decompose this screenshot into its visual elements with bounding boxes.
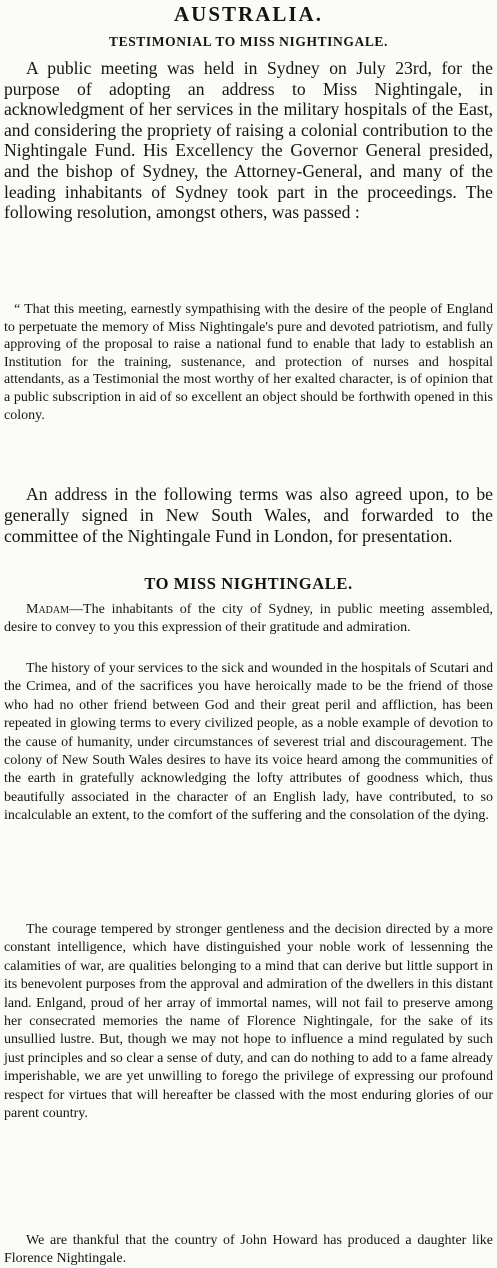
article-subheading: TESTIMONIAL TO MISS NIGHTINGALE. <box>108 34 389 49</box>
address-intro-paragraph: An address in the following terms was also agreed upon, to be generally signed in New South Wales, and forwarded to the committee of the Nightingale Fund in London, for presentation. <box>4 484 493 547</box>
intro-paragraph: A public meeting was held in Sydney on July 23rd, for the purpose of adopting an address to Miss Nightingale, in acknowledgment of her services in the military hospitals of the East, and considering the propriety of raising a colonial contribution to the Nightingale Fund. His Excellency the Governor General presided, and the bishop of Sydney, the Attorney-General, and many of the leading inhabitants of Sydney took part in the proceedings. The following resolution, amongst others, was passed : <box>4 58 493 223</box>
article-heading: AUSTRALIA. <box>174 2 323 26</box>
salutation: Madam <box>26 602 70 617</box>
address-paragraph-4: We are thankful that the country of John Howard has produced a daughter like Florence Nightingale. <box>4 1233 493 1267</box>
address-paragraph-1-text: —The inhabitants of the city of Sydney, in public meeting assembled, desire to convey to you this expression of their gratitude and admiration. <box>4 602 493 636</box>
resolution-quote: “ That this meeting, earnestly sympathising with the desire of the people of England to perpetuate the memory of Miss Nightingale's pure and devoted patriotism, and fully approving of the proposal to raise a national fund to enable that lady to establish an Institution for the training, sustenance, and protection of nurses and hospital attendants, as a Testimonial the most worthy of her exalted character, is of opinion that a public subscription in aid of so excellent an object should be forthwith opened in this colony. <box>4 302 493 423</box>
address-paragraph-1 <box>4 601 493 638</box>
address-paragraph-3: The courage tempered by stronger gentleness and the decision directed by a more constant intelligence, which have distinguished your noble work of lessenning the calamities of war, are qualities belonging to a mind that can derive but little support in its benevolent purposes from the approval and admiration of the dwellers in this distant land. Enlgand, proud of her array of immortal names, will not fail to preserve among her consecrated memories the name of Florence Nightingale, for the sake of its unsullied lustre. But, though we may not hope to influence a mind regulated by such just principles and so clear a sense of duty, and can do nothing to add to a fame already imperishable, we are yet unwilling to forego the privilege of expressing our profound respect for virtues that will hereafter be classed with the most enduring glories of our parent country. <box>4 922 493 1122</box>
address-paragraph-2: The history of your services to the sick and wounded in the hospitals of Scutari and the Crimea, and of the sacrifices you have heroically made to be the friend of those who had no other friend between God and their great peril and affliction, has been repeated in glowing terms to every civilized people, as a noble example of devotion to the cause of humanity, under circumstances of severest trial and discouragement. The colony of New South Wales desires to have its voice heard among the communities of the earth in gratefully acknowledging the lofty attributes of goodness which, thus beautifully associated in the character of an English lady, have contributed, to so incalculable an extent, to the comfort of the suffering and the consolation of the dying. <box>4 661 493 824</box>
address-heading: TO MISS NIGHTINGALE. <box>144 574 353 593</box>
